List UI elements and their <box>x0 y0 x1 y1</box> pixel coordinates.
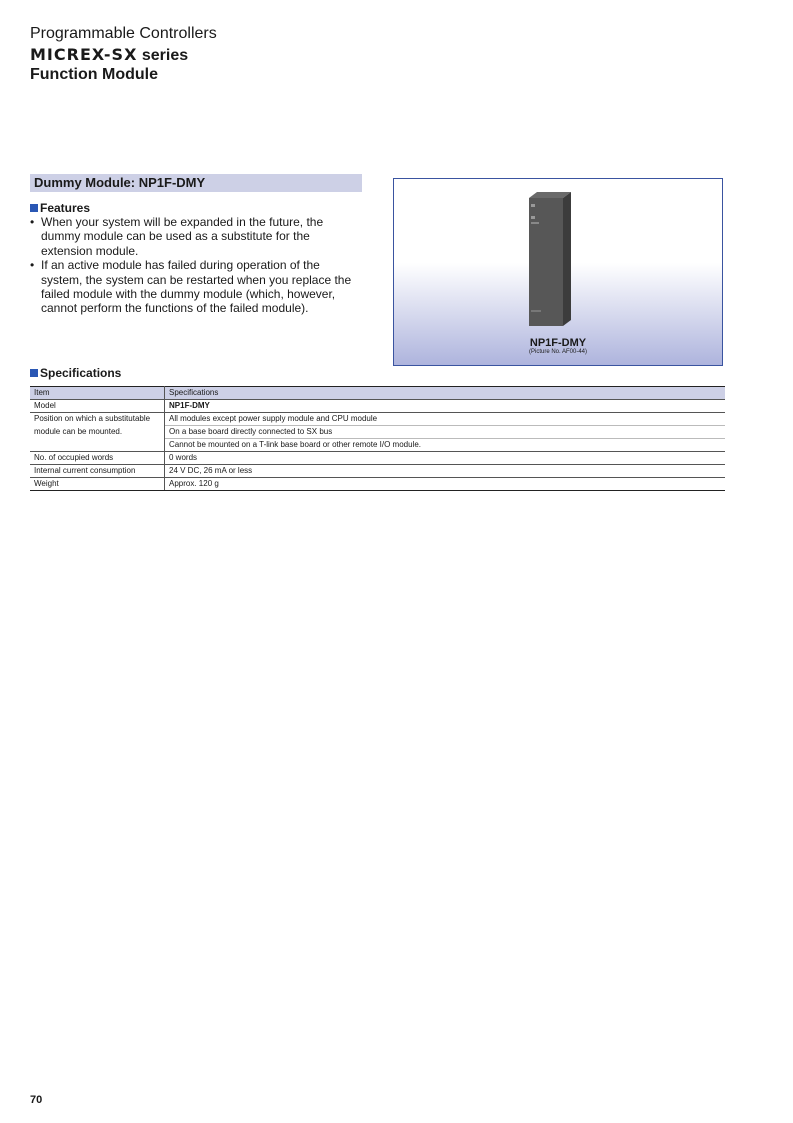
table-row <box>30 478 725 491</box>
row-value: On a base board directly connected to SX bus <box>165 426 726 439</box>
features-heading <box>30 201 90 215</box>
row-value: 0 words <box>165 452 726 465</box>
header-series <box>30 45 188 65</box>
table-row <box>30 439 725 452</box>
section-title: Dummy Module: NP1F-DMY <box>30 174 362 192</box>
row-item: No. of occupied words <box>30 452 165 465</box>
brand-logo: MICREX-SX <box>30 45 138 64</box>
row-value: Approx. 120 g <box>165 478 726 491</box>
table-row <box>30 426 725 439</box>
row-value: NP1F-DMY <box>165 400 726 413</box>
specifications-heading-label: Specifications <box>40 366 122 380</box>
row-value: Cannot be mounted on a T-link base board or other remote I/O module. <box>165 439 726 452</box>
row-item: Internal current consumption <box>30 465 165 478</box>
product-photo-frame <box>393 178 723 366</box>
column-header-item: Item <box>30 387 165 400</box>
row-item: Model <box>30 400 165 413</box>
features-heading-label: Features <box>40 201 91 215</box>
square-bullet-icon <box>30 369 38 377</box>
row-value: All modules except power supply module and CPU module <box>165 413 726 426</box>
page-number: 70 <box>30 1094 43 1106</box>
header-category: Programmable Controllers <box>30 25 217 42</box>
photo-caption: NP1F-DMY <box>529 337 587 349</box>
table-row <box>30 465 725 478</box>
series-label: series <box>141 47 189 64</box>
table-row <box>30 400 725 413</box>
table-header-row <box>30 387 725 400</box>
square-bullet-icon <box>30 204 38 212</box>
features-list <box>30 215 360 316</box>
row-item: Weight <box>30 478 165 491</box>
feature-item: • If an active module has failed during operation of the system, the system can be restarted when you replace the failed module with the dummy module (which, however, cannot perform the functions of the failed module). <box>30 258 360 316</box>
picture-number: (Picture No. AF00-44) <box>528 349 588 355</box>
specifications-heading <box>30 366 121 380</box>
specifications-table <box>30 386 725 491</box>
row-value: 24 V DC, 26 mA or less <box>165 465 726 478</box>
table-row <box>30 452 725 465</box>
feature-item: • When your system will be expanded in the future, the dummy module can be used as a substitute for the extension module. <box>30 215 360 258</box>
row-item: Position on which a substitutable <box>30 413 165 426</box>
column-header-specifications: Specifications <box>165 387 726 400</box>
row-item <box>30 439 165 452</box>
row-item: module can be mounted. <box>30 426 165 439</box>
header-title: Function Module <box>30 66 158 83</box>
table-row <box>30 413 725 426</box>
module-image-icon <box>527 190 573 328</box>
